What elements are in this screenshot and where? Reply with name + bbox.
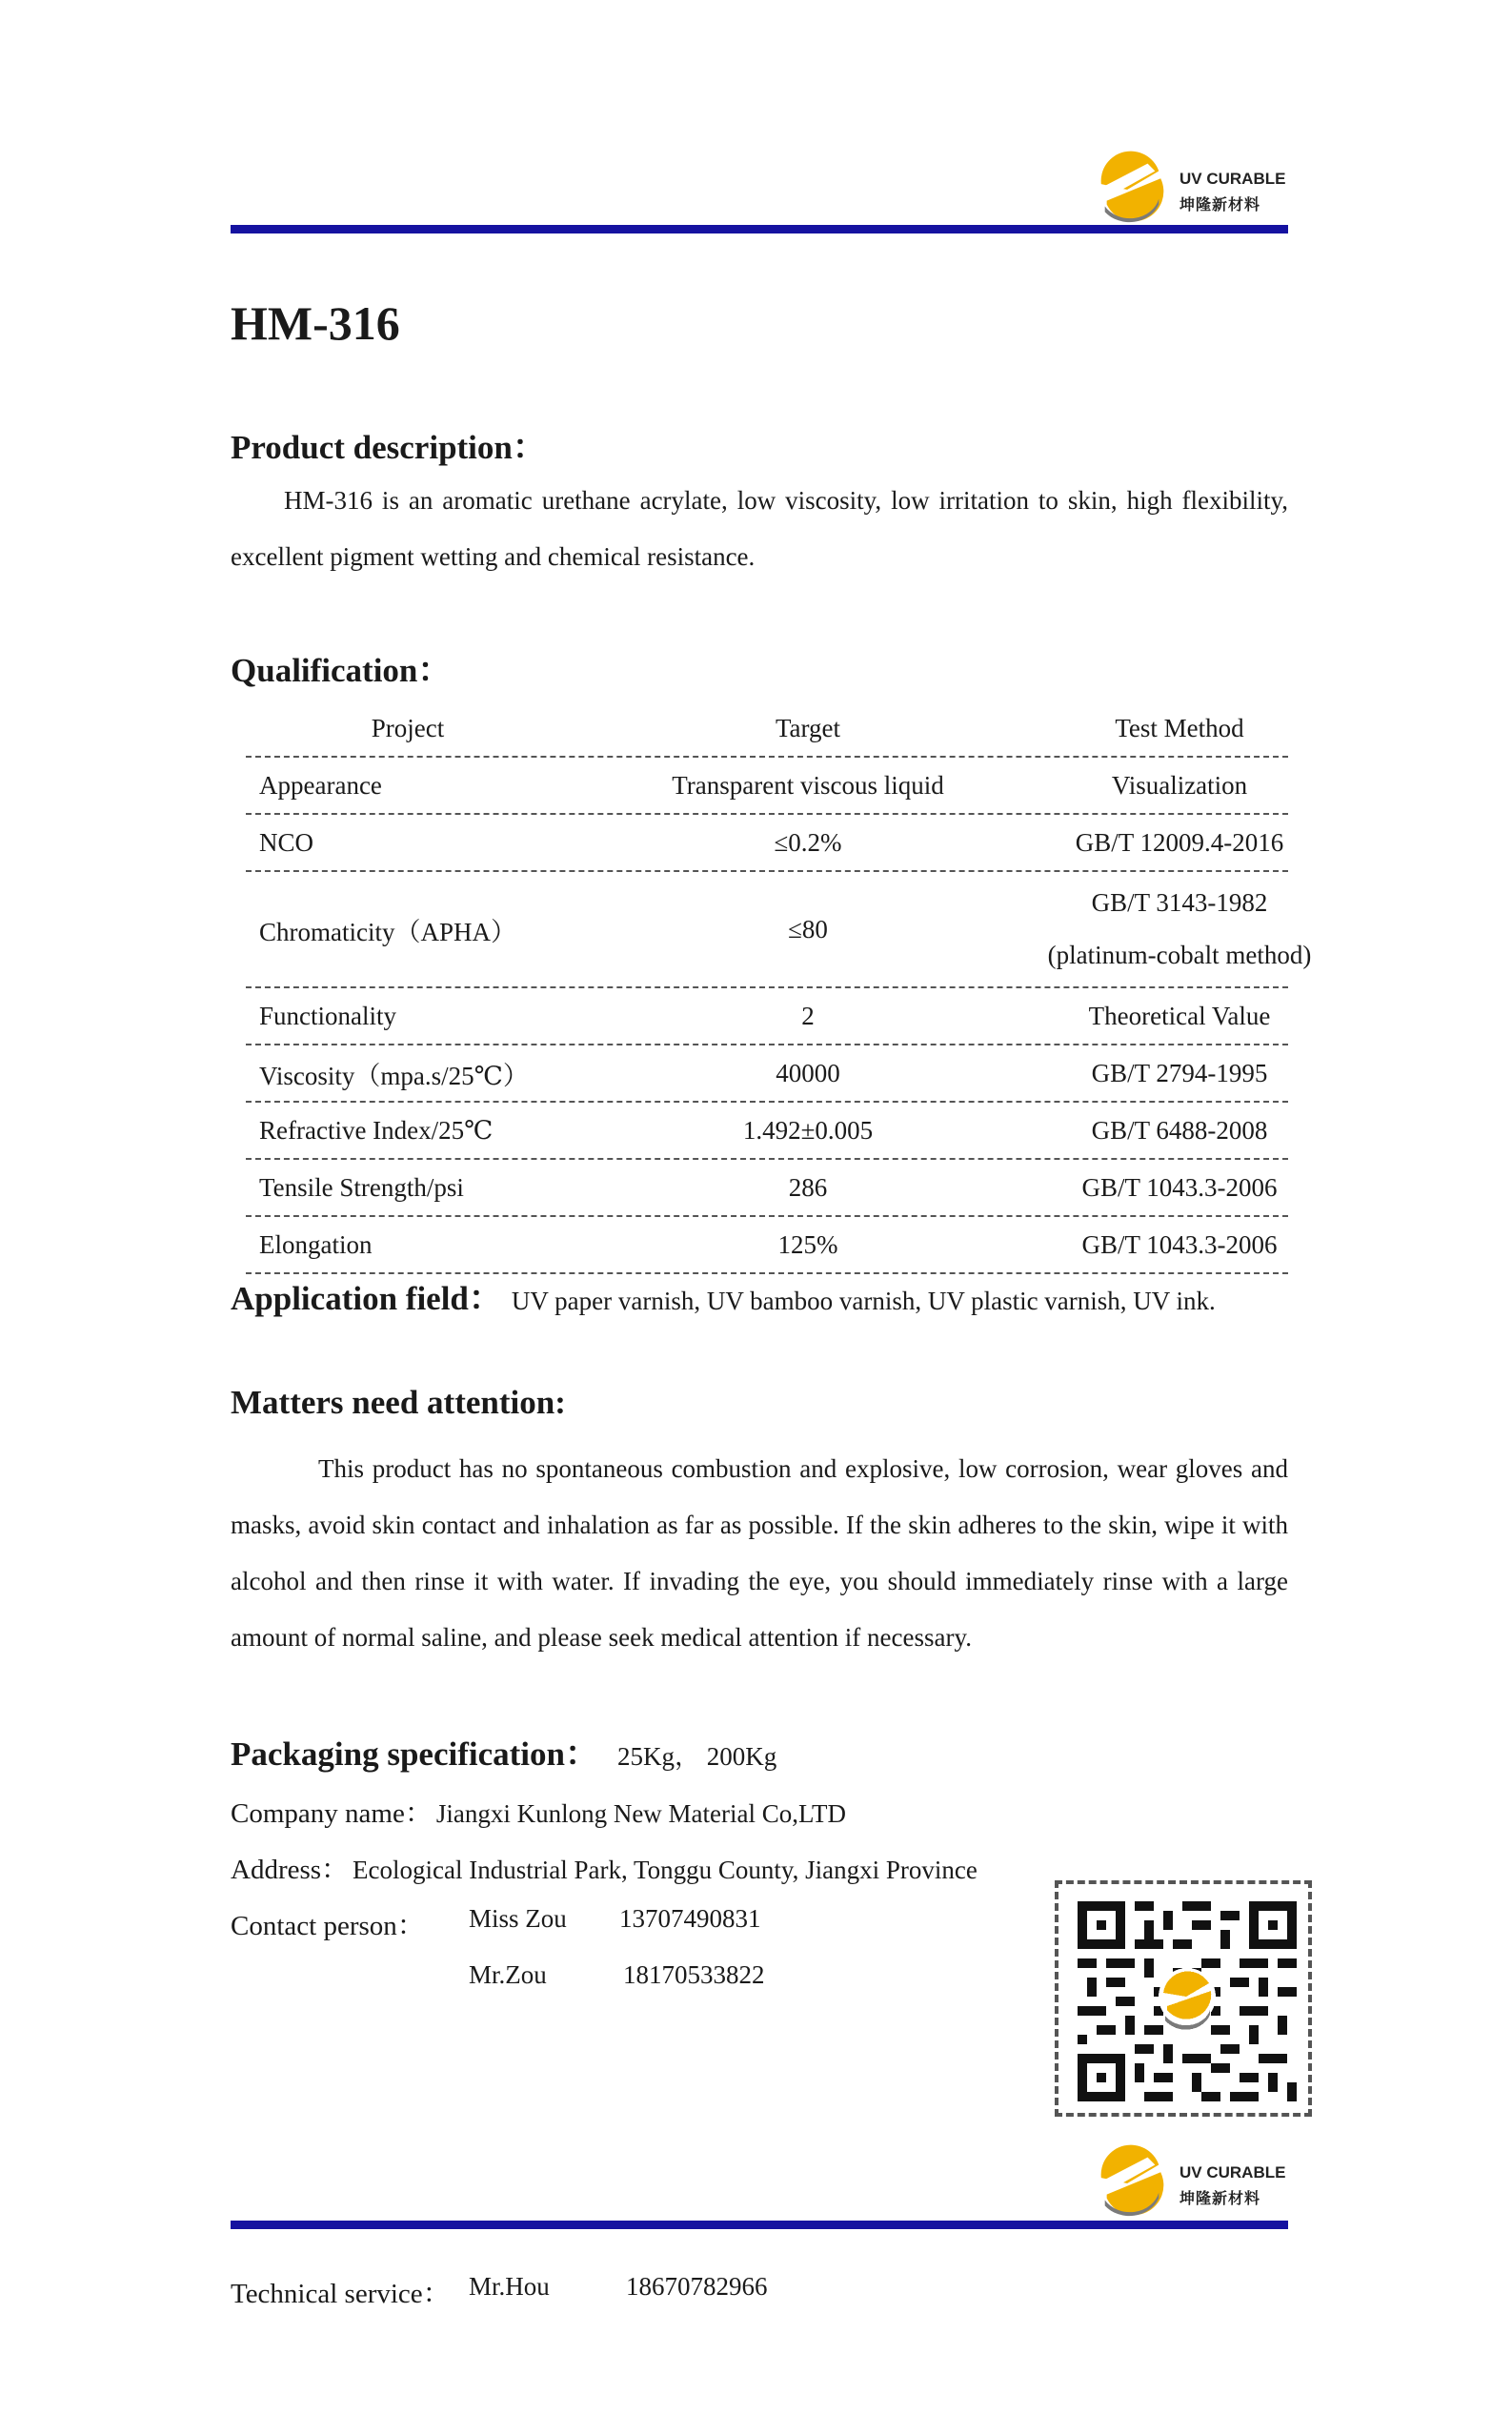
company-value: Jiangxi Kunlong New Material Co,LTD	[435, 1799, 847, 1828]
address-value: Ecological Industrial Park, Tonggu County, Jiangxi Province	[353, 1856, 978, 1884]
header-project: Project	[371, 713, 445, 742]
cell-method-text: GB/T 1043.3-2006	[1081, 1172, 1278, 1202]
footer-rule	[231, 2221, 1288, 2229]
cell-target: ≤80	[788, 914, 828, 944]
table-row	[246, 872, 1312, 988]
cell-method-text: GB/T 12009.4-2016	[1075, 827, 1284, 857]
cell-method	[1008, 815, 1351, 870]
brand-name-cn: 坤隆新材料	[1179, 2189, 1261, 2207]
footer-logo	[1094, 2144, 1294, 2222]
cell-method	[1008, 758, 1351, 813]
brand-name-en: UV CURABLE	[1179, 170, 1286, 188]
brand-name-cn: 坤隆新材料	[1179, 195, 1261, 213]
address-line	[231, 1848, 978, 1887]
cell-target: 286	[788, 1172, 828, 1202]
cell-project: Chromaticity（APHA）	[259, 917, 516, 946]
cell-target: 1.492±0.005	[742, 1115, 874, 1145]
cell-method-text: Visualization	[1111, 770, 1248, 800]
technical-label: Technical service：	[231, 2279, 451, 2309]
technical-phone: 18670782966	[626, 2272, 768, 2301]
contact-phone-2: 18170533822	[623, 1960, 765, 1989]
cell-method-text: GB/T 1043.3-2006	[1081, 1229, 1278, 1259]
cell-method	[1008, 872, 1351, 986]
cell-method-note: (platinum-cobalt method)	[1047, 941, 1312, 969]
cell-project: NCO	[259, 827, 314, 857]
address-label: Address：	[231, 1855, 350, 1885]
cell-method-text: GB/T 6488-2008	[1091, 1115, 1268, 1145]
cell-target: Transparent viscous liquid	[672, 770, 944, 800]
packaging-heading: Packaging specification：	[231, 1735, 598, 1773]
contact-name-2: Mr.Zou	[469, 1960, 547, 1989]
cell-project: Elongation	[259, 1229, 373, 1259]
qualification-heading: Qualification：	[231, 652, 452, 689]
cell-project: Functionality	[259, 1001, 396, 1030]
cell-method	[1008, 1160, 1351, 1215]
cell-method	[1008, 1045, 1351, 1101]
contact-label: Contact person：	[231, 1911, 425, 1941]
qr-code-icon	[1078, 1901, 1297, 2101]
packaging-text: 25Kg， 200Kg	[616, 1742, 777, 1771]
cell-project: Tensile Strength/psi	[259, 1172, 464, 1202]
attention-text	[231, 1441, 1288, 1666]
cell-method-text: Theoretical Value	[1088, 1001, 1271, 1030]
table-row	[246, 758, 1288, 815]
cell-project: Appearance	[259, 770, 382, 800]
cell-method-text: GB/T 2794-1995	[1091, 1058, 1268, 1087]
product-description-body: HM-316 is an aromatic urethane acrylate, low viscosity, low irritation to skin, high flexibility, excellent pigment wetting and chemical resistance.	[231, 486, 1288, 571]
cell-method	[1008, 1103, 1351, 1158]
header-test-method: Test Method	[1115, 713, 1244, 742]
header-rule	[231, 225, 1288, 233]
company-label: Company name：	[231, 1798, 433, 1829]
cell-target: 2	[801, 1001, 815, 1030]
contact-phone-1: 13707490831	[619, 1904, 761, 1933]
application-text: UV paper varnish, UV bamboo varnish, UV plastic varnish, UV ink.	[511, 1287, 1216, 1315]
product-description-heading: Product description：	[231, 429, 546, 466]
cell-target: 125%	[777, 1229, 838, 1259]
table-row	[246, 988, 1288, 1045]
cell-project: Viscosity（mpa.s/25℃）	[259, 1061, 529, 1090]
table-row	[246, 1103, 1288, 1160]
table-row	[246, 1160, 1288, 1217]
technical-name: Mr.Hou	[469, 2272, 550, 2301]
header-target: Target	[775, 713, 841, 742]
attention-body: This product has no spontaneous combustion and explosive, low corrosion, wear gloves and masks, avoid skin contact and inhalation as far as possible. If the skin adheres to the skin, wipe it with alcohol and then rinse it with water. If invading the eye, you should immediately rinse with a large amount of normal saline, and please seek medical attention if necessary.	[231, 1454, 1288, 1652]
page-title: HM-316	[231, 296, 400, 350]
table-row	[246, 1217, 1288, 1274]
cell-method	[1008, 1217, 1351, 1272]
brand-name-en: UV CURABLE	[1179, 2163, 1286, 2181]
table-row	[246, 1045, 1288, 1103]
qualification-table	[246, 700, 1312, 1274]
application-field	[231, 1272, 1216, 1320]
qr-code	[1055, 1880, 1312, 2117]
cell-method-text: GB/T 3143-1982	[1091, 888, 1268, 917]
company-line	[231, 1792, 846, 1831]
application-heading: Application field：	[231, 1280, 502, 1317]
logo-mark-icon	[1094, 2144, 1168, 2219]
contact-name-1: Miss Zou	[469, 1904, 567, 1933]
cell-target: ≤0.2%	[774, 827, 842, 857]
cell-method	[1008, 988, 1351, 1044]
table-header-row	[246, 700, 1288, 758]
logo-mark-icon	[1094, 151, 1168, 225]
header-logo	[1094, 151, 1294, 229]
table-row	[246, 815, 1288, 872]
cell-project: Refractive Index/25℃	[259, 1115, 494, 1145]
packaging-specification	[231, 1728, 776, 1776]
attention-heading: Matters need attention:	[231, 1384, 566, 1421]
product-description-text	[231, 473, 1288, 585]
cell-target: 40000	[776, 1058, 840, 1087]
